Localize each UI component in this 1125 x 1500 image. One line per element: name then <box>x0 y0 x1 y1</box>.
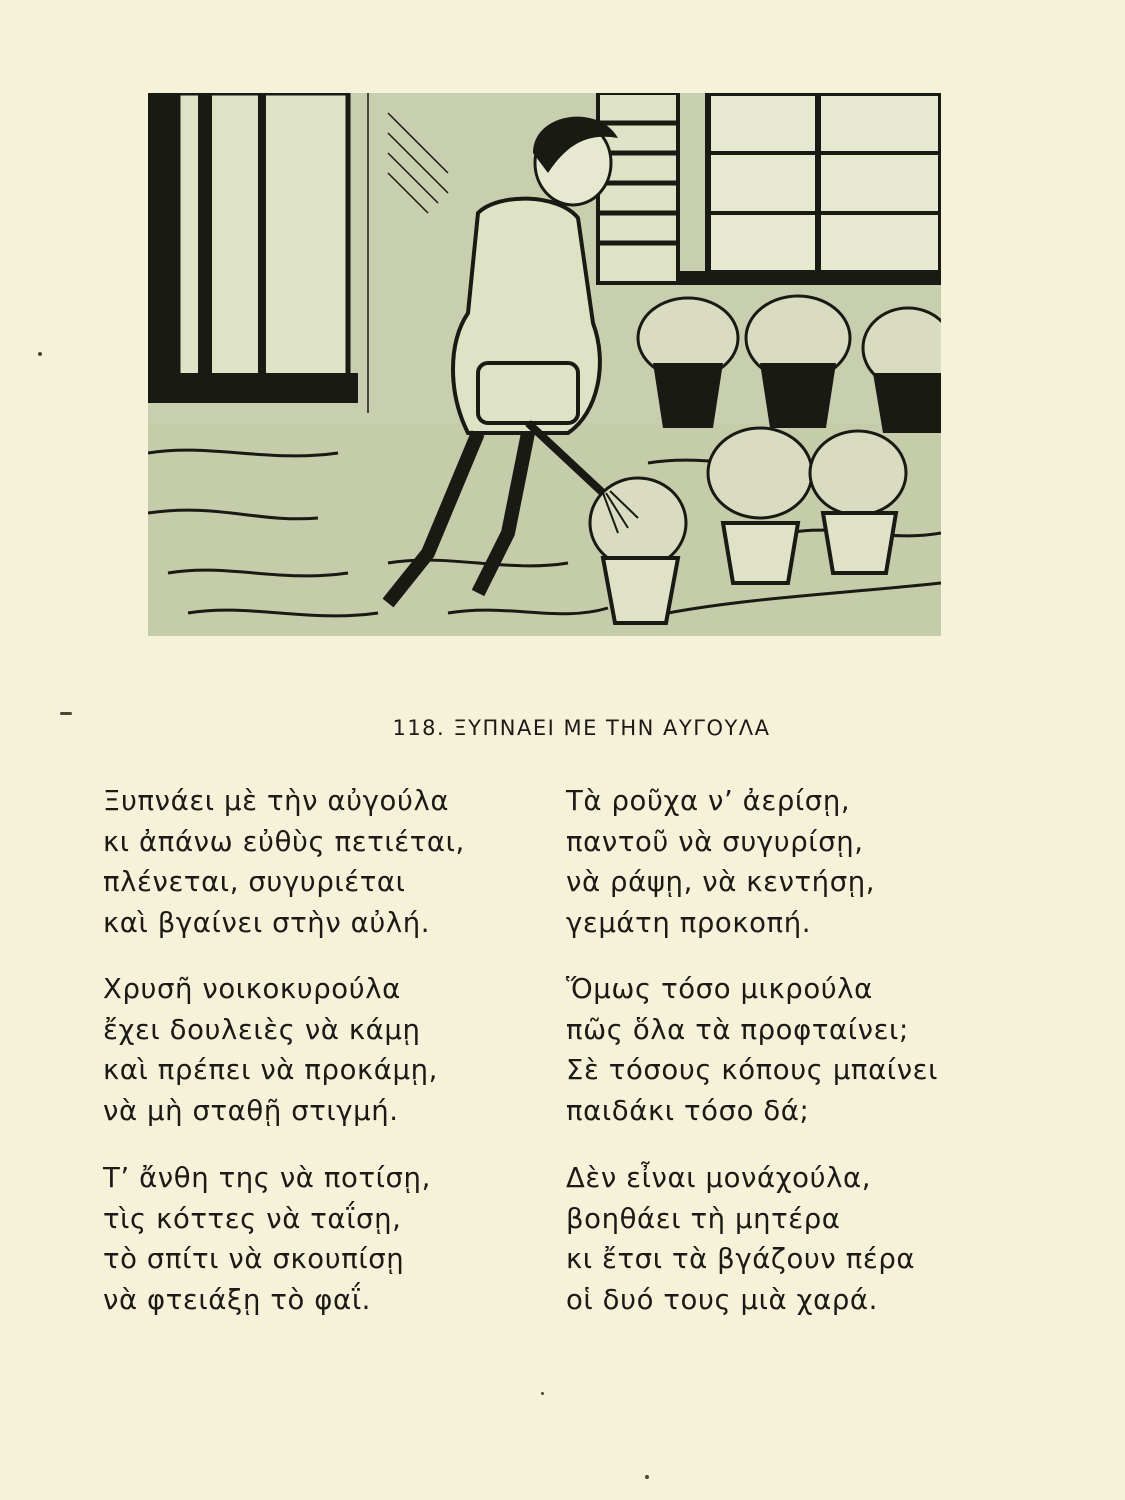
poem-line: Ξυπνάει μὲ τὴν αὐγούλα <box>103 785 450 817</box>
poem-line: Ὅμως τόσο μικρούλα <box>566 973 873 1005</box>
girl-watering-flowers-illustration <box>148 93 941 636</box>
stanza-4 <box>566 781 875 943</box>
poem-title: 118. ΞΥΠΝΑΕΙ ΜΕ ΤΗΝ ΑΥΓΟΥΛΑ <box>392 716 771 740</box>
poem-line: παιδάκι τόσο δά; <box>566 1094 810 1127</box>
poem-line: Τ’ ἄνθη της νὰ ποτίσῃ, <box>103 1162 431 1194</box>
paper-speck <box>645 1475 649 1479</box>
poem-line: τὶς κόττες νὰ ταΐσῃ, <box>103 1202 402 1235</box>
stanza-5 <box>566 969 938 1131</box>
poem-line: κι ἀπάνω εὐθὺς πετιέται, <box>103 825 465 858</box>
poem-line: οἱ δυό τους μιὰ χαρά. <box>566 1283 878 1316</box>
paper-speck <box>60 712 72 715</box>
poem-line: καὶ βγαίνει στὴν αὐλή. <box>103 906 431 939</box>
stanza-2 <box>103 969 438 1131</box>
stanza-3 <box>103 1158 431 1320</box>
poem-line: καὶ πρέπει νὰ προκάμῃ, <box>103 1054 438 1086</box>
poem-line: τὸ σπίτι νὰ σκουπίσῃ <box>103 1243 405 1275</box>
stanza-6 <box>566 1158 915 1320</box>
poem-line: Τὰ ροῦχα ν’ ἀερίσῃ, <box>566 785 851 817</box>
paper-speck <box>38 352 42 356</box>
poem-line: Χρυσῆ νοικοκυρούλα <box>103 973 401 1005</box>
poem-line: Σὲ τόσους κόπους μπαίνει <box>566 1054 939 1086</box>
illustration <box>148 93 941 636</box>
poem-line: ἔχει δουλειὲς νὰ κάμῃ <box>103 1013 421 1046</box>
poem-line: νὰ φτειάξῃ τὸ φαΐ. <box>103 1283 371 1316</box>
poem-line: νὰ ράψῃ, νὰ κεντήσῃ, <box>566 866 876 898</box>
poem-line: πλένεται, συγυριέται <box>103 866 406 898</box>
poem-line: Δὲν εἶναι μονάχούλα, <box>566 1162 872 1194</box>
poem-line: γεμάτη προκοπή. <box>566 906 812 939</box>
poem-line: νὰ μὴ σταθῇ στιγμή. <box>103 1094 399 1127</box>
poem-line: παντοῦ νὰ συγυρίσῃ, <box>566 825 864 858</box>
poem-line: πῶς ὅλα τὰ προφταίνει; <box>566 1013 909 1046</box>
poem-line: βοηθάει τὴ μητέρα <box>566 1202 841 1235</box>
paper-speck <box>541 1392 544 1395</box>
stanza-1 <box>103 781 465 943</box>
poem-line: κι ἔτσι τὰ βγάζουν πέρα <box>566 1243 916 1275</box>
